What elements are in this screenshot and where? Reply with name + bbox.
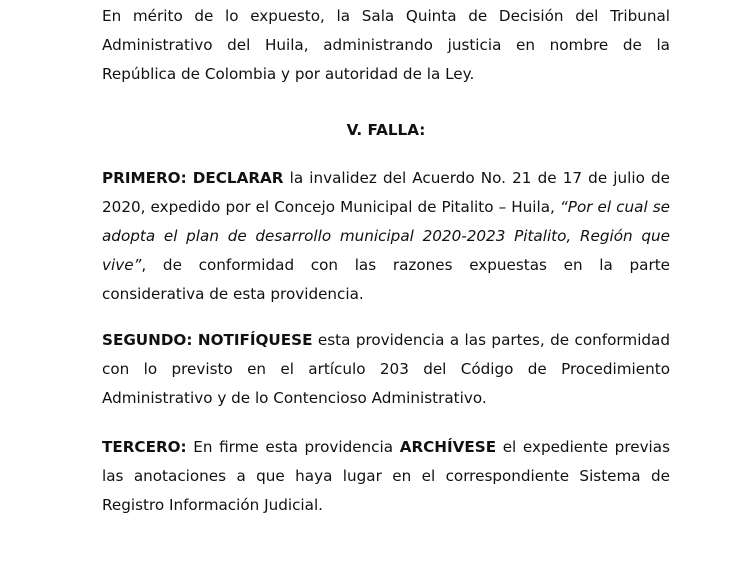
primero-verb: DECLARAR: [192, 169, 284, 187]
segundo-paragraph: [102, 326, 670, 413]
primero-quote: “Por el cual se adopta el plan de desarrollo municipal 2020-2023 Pitalito, Región que vive”: [102, 197, 670, 274]
primero-text-before: la invalidez del Acuerdo No. 21 de 17 de julio de 2020, expedido por el Concejo Municipal de Pitalito – Huila,: [102, 169, 670, 216]
intro-paragraph: [102, 2, 670, 89]
tercero-text-after: el expediente previas las anotaciones a que haya lugar en el correspondiente Sistema de Registro Información Judicial.: [102, 438, 671, 514]
segundo-label: SEGUNDO:: [102, 331, 193, 349]
primero-paragraph: [102, 164, 670, 309]
tercero-label: TERCERO:: [102, 438, 187, 456]
primero-text-after: , de conformidad con las razones expuestas en la parte considerativa de esta providencia.: [102, 255, 670, 303]
tercero-paragraph: [102, 433, 670, 520]
segundo-text-after: esta providencia a las partes, de conformidad con lo previsto en el artículo 203 del Código de Procedimiento Administrativo y de lo Contencioso Administrativo.: [102, 331, 670, 407]
segundo-verb: NOTIFÍQUESE: [197, 331, 313, 349]
tercero-text-before: En firme esta providencia: [186, 438, 400, 456]
intro-text: En mérito de lo expuesto, la Sala Quinta de Decisión del Tribunal Administrativo del Huila, administrando justicia en nombre de la República de Colombia y por autoridad de la Ley.: [102, 7, 670, 83]
tercero-verb: ARCHÍVESE: [399, 438, 497, 456]
primero-label: PRIMERO:: [102, 169, 187, 187]
section-heading: V. FALLA:: [346, 121, 426, 139]
